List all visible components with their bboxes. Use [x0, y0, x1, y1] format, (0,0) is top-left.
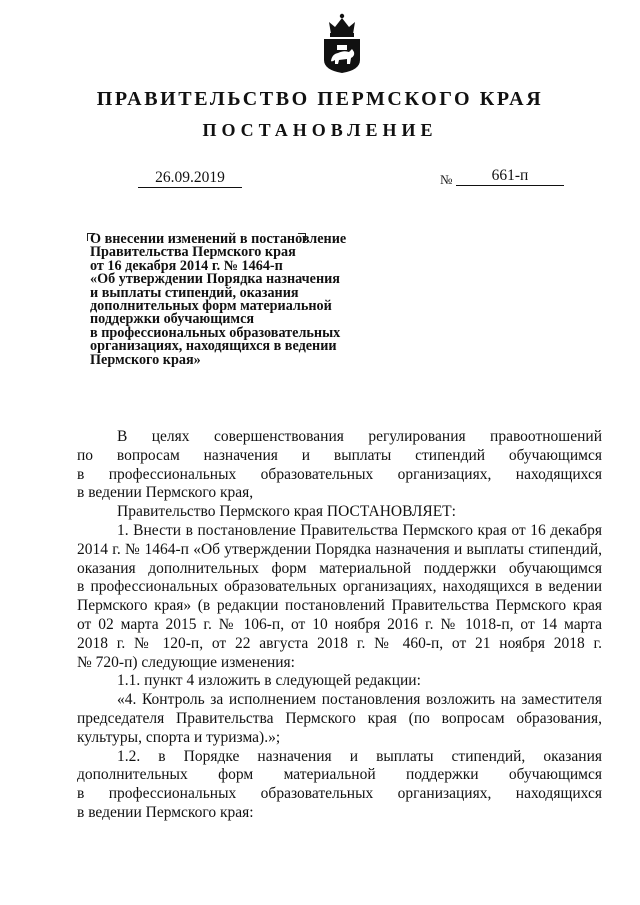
body-text-line: 1.2. в Порядке назначения и выплаты стипендий, оказания — [117, 747, 602, 765]
body-text-line: от 02 марта 2015 г. № 106-п, от 10 ноября 2016 г. № 1018-п, от 14 марта — [77, 615, 602, 633]
subject-line: от 16 декабря 2014 г. № 1464-п — [90, 257, 283, 274]
body-text-line: Пермского края» (в редакции постановлений Правительства Пермского края — [77, 597, 602, 615]
body-text-line: «4. Контроль за исполнением постановления возложить на заместителя — [117, 691, 602, 709]
document-subject — [90, 233, 390, 367]
body-text-line: в ведении Пермского края, — [77, 484, 254, 502]
body-text-line: в профессиональных образовательных организациях, находящихся — [77, 785, 602, 803]
body-text-line: 1.1. пункт 4 изложить в следующей редакции: — [117, 672, 421, 690]
body-text-line: 1. Внести в постановление Правительства Пермского края от 16 декабря — [117, 521, 602, 539]
document-number: 661-п — [456, 168, 564, 186]
body-text-line: председателя Правительства Пермского края (по вопросам образования, — [77, 709, 602, 727]
body-text-line: в профессиональных образовательных организациях, находящихся в ведении — [77, 578, 602, 596]
document-type: ПОСТАНОВЛЕНИЕ — [202, 120, 438, 140]
body-text-line: дополнительных форм материальной поддержки обучающимся — [77, 766, 602, 784]
body-text-line: в профессиональных образовательных организациях, находящихся — [77, 465, 602, 483]
government-title: ПРАВИТЕЛЬСТВО ПЕРМСКОГО КРАЯ — [96, 88, 544, 110]
subject-line: О внесении изменений в постановление — [90, 231, 347, 247]
number-sign: № — [440, 172, 453, 187]
body-text-line: 2014 г. № 1464-п «Об утверждении Порядка назначения и выплаты стипендий, — [77, 540, 602, 558]
body-text-line: Правительство Пермского края ПОСТАНОВЛЯЕТ: — [117, 503, 456, 521]
subject-line: «Об утверждении Порядка назначения — [90, 271, 340, 288]
subject-line: в профессиональных образовательных — [90, 324, 341, 341]
subject-line: Пермского края» — [90, 351, 201, 368]
body-text-line: В целях совершенствования регулирования правоотношений — [117, 428, 602, 445]
subject-line: поддержки обучающимся — [90, 311, 255, 328]
subject-line: Правительства Пермского края — [90, 244, 296, 261]
body-text-line: в ведении Пермского края: — [77, 803, 254, 821]
body-text-line: 2018 г. № 120-п, от 22 августа 2018 г. № 460-п, от 21 ноября 2018 г. — [77, 634, 602, 652]
body-text-line: культуры, спорта и туризма).»; — [77, 728, 281, 746]
body-text-line: оказания дополнительных форм материальной поддержки обучающимся — [77, 559, 602, 577]
document-date: 26.09.2019 — [138, 170, 242, 188]
body-text-line: по вопросам назначения и выплаты стипендий обучающимся — [77, 446, 602, 464]
subject-line: организациях, находящихся в ведении — [90, 338, 337, 355]
body-text-line: № 720-п) следующие изменения: — [77, 653, 295, 671]
subject-line: и выплаты стипендий, оказания — [90, 284, 299, 301]
subject-line: дополнительных форм материальной — [90, 298, 332, 315]
coat-of-arms-emblem — [319, 12, 365, 74]
document-body — [77, 428, 602, 823]
